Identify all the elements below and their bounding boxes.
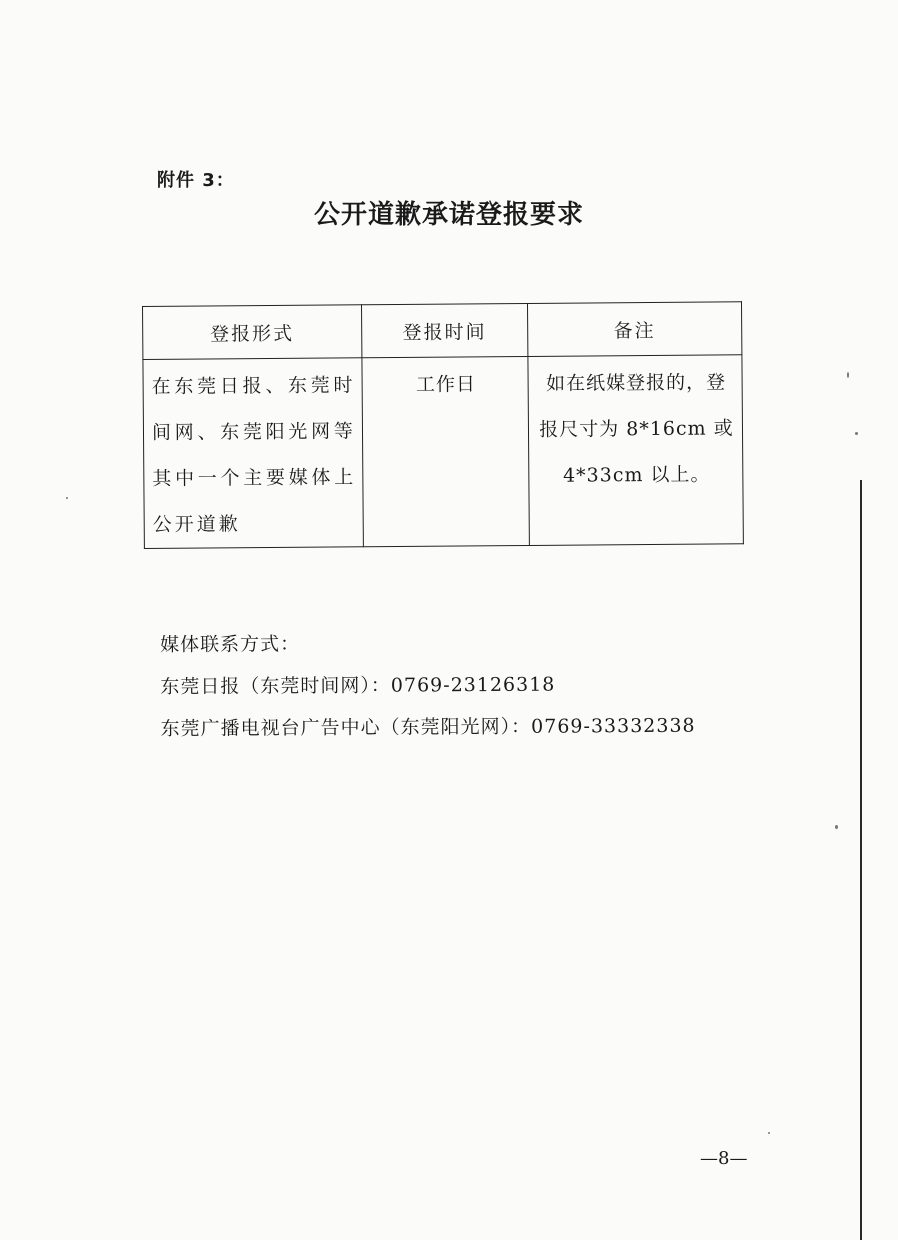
table-row [143,355,743,549]
header-publication-form: 登报形式 [143,305,362,360]
media-contacts [160,621,696,750]
page-number: —8— [700,1148,748,1169]
scan-edge-line [860,480,862,1240]
contact-line-dongguan-broadcast: 东莞广播电视台广告中心（东莞阳光网）：0769-33332338 [160,714,696,740]
table-header-row [143,302,742,360]
contact-line-dongguan-daily: 东莞日报（东莞时间网）：0769-23126318 [160,673,556,698]
attachment-label: 附件 3： [157,170,235,191]
document-title: 公开道歉承诺登报要求 [313,200,584,230]
scan-speck [835,825,838,829]
scan-speck [768,1132,770,1134]
cell-publication-time: 工作日 [362,356,530,546]
contacts-heading: 媒体联系方式： [160,633,301,656]
header-publication-time: 登报时间 [361,303,527,357]
scan-speck [847,372,849,378]
requirements-table [142,301,744,549]
scan-speck [855,432,858,435]
cell-remarks: 如在纸媒登报的，登报尺寸为 8*16cm 或 4*33cm 以上。 [528,355,744,546]
scan-speck [66,497,68,499]
cell-publication-form: 在东莞日报、东莞时间网、东莞阳光网等其中一个主要媒体上公开道歉 [143,358,363,549]
header-remarks: 备注 [527,302,742,357]
